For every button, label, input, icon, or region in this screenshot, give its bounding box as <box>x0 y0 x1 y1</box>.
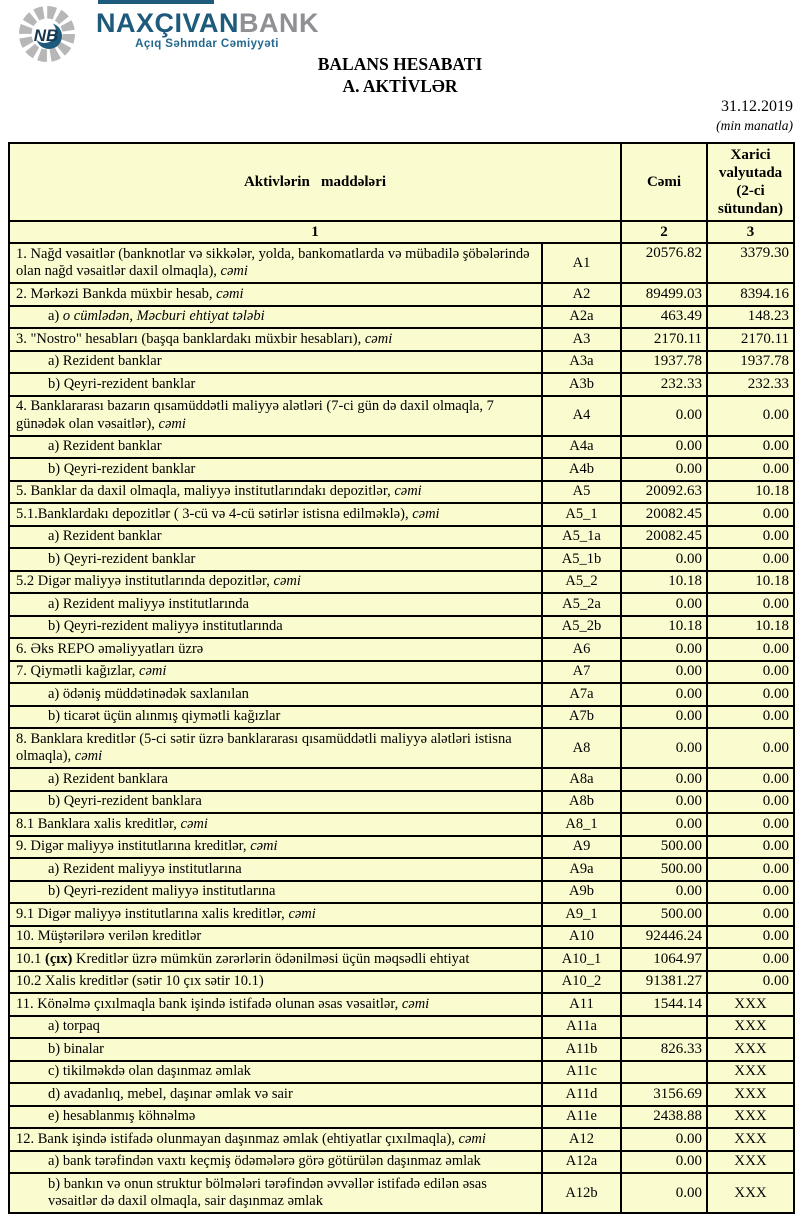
value-total: 1937.78 <box>621 351 707 374</box>
table-row <box>9 351 794 374</box>
row-label: 5.2 Digər maliyyə institutlarında depozitlər, cəmi <box>9 571 542 594</box>
value-foreign: 0.00 <box>707 903 794 926</box>
value-total <box>621 1016 707 1039</box>
value-total: 0.00 <box>621 593 707 616</box>
row-code: A9b <box>542 881 621 904</box>
row-label: b) binalar <box>9 1038 542 1061</box>
row-label: 8. Banklara kreditlər (5-ci sətir üzrə banklararası qısamüddətli maliyyə alətləri istisna olmaqla), cəmi <box>9 728 542 768</box>
table-row <box>9 1016 794 1039</box>
value-total: 0.00 <box>621 458 707 481</box>
table-row <box>9 683 794 706</box>
row-label: a) o cümlədən, Məcburi ehtiyat tələbi <box>9 306 542 329</box>
row-code: A7 <box>542 661 621 684</box>
value-total: 0.00 <box>621 436 707 459</box>
value-total: 500.00 <box>621 836 707 859</box>
row-label: b) Qeyri-rezident banklar <box>9 548 542 571</box>
row-code: A11a <box>542 1016 621 1039</box>
row-label: b) Qeyri-rezident maliyyə institutlarına <box>9 881 542 904</box>
value-total: 2438.88 <box>621 1106 707 1129</box>
value-total: 232.33 <box>621 373 707 396</box>
value-total: 2170.11 <box>621 328 707 351</box>
value-total: 0.00 <box>621 768 707 791</box>
row-code: A4b <box>542 458 621 481</box>
value-total: 0.00 <box>621 1128 707 1151</box>
row-code: A8_1 <box>542 813 621 836</box>
value-foreign: 0.00 <box>707 503 794 526</box>
row-code: A4 <box>542 396 621 436</box>
value-foreign: 0.00 <box>707 813 794 836</box>
table-row <box>9 593 794 616</box>
row-label: b) ticarət üçün alınmış qiymətli kağızlar <box>9 706 542 729</box>
row-code: A10_2 <box>542 971 621 994</box>
value-total: 91381.27 <box>621 971 707 994</box>
value-foreign: 0.00 <box>707 881 794 904</box>
value-total: 10.18 <box>621 616 707 639</box>
value-total: 0.00 <box>621 1151 707 1174</box>
row-label: d) avadanlıq, mebel, daşınar əmlak və sair <box>9 1083 542 1106</box>
row-code: A8 <box>542 728 621 768</box>
row-code: A5_1 <box>542 503 621 526</box>
row-label: 10. Müştərilərə verilən kreditlər <box>9 926 542 949</box>
value-total: 20082.45 <box>621 526 707 549</box>
value-foreign: 0.00 <box>707 971 794 994</box>
row-label: a) Rezident banklar <box>9 351 542 374</box>
row-label: b) Qeyri-rezident maliyyə institutlarında <box>9 616 542 639</box>
row-code: A5_1b <box>542 548 621 571</box>
table-row <box>9 526 794 549</box>
table-row <box>9 616 794 639</box>
table-row <box>9 728 794 768</box>
row-label: 12. Bank işində istifadə olunmayan daşınmaz əmlak (ehtiyatlar çıxılmaqla), cəmi <box>9 1128 542 1151</box>
table-row <box>9 791 794 814</box>
row-code: A5_2b <box>542 616 621 639</box>
report-title-block <box>0 53 800 97</box>
row-label: 4. Banklararası bazarın qısamüddətli maliyyə alətləri (7-ci gün də daxil olmaqla, 7 günədək olan vəsaitlər), cəmi <box>9 396 542 436</box>
row-code: A6 <box>542 638 621 661</box>
row-code: A11e <box>542 1106 621 1129</box>
table-row <box>9 638 794 661</box>
row-code: A3a <box>542 351 621 374</box>
table-row <box>9 306 794 329</box>
brand-name-secondary: BANK <box>239 8 320 38</box>
value-total: 0.00 <box>621 728 707 768</box>
row-label: a) Rezident banklar <box>9 526 542 549</box>
value-foreign: XXX <box>707 1061 794 1084</box>
row-code: A11c <box>542 1061 621 1084</box>
value-foreign: 0.00 <box>707 836 794 859</box>
value-foreign: 232.33 <box>707 373 794 396</box>
value-foreign: 0.00 <box>707 791 794 814</box>
row-code: A12a <box>542 1151 621 1174</box>
table-row <box>9 1061 794 1084</box>
row-code: A5 <box>542 481 621 504</box>
value-foreign: 0.00 <box>707 593 794 616</box>
brand-wordmark <box>96 10 319 37</box>
row-code: A9 <box>542 836 621 859</box>
value-total: 20092.63 <box>621 481 707 504</box>
value-foreign: XXX <box>707 993 794 1016</box>
value-foreign: 0.00 <box>707 548 794 571</box>
row-code: A9_1 <box>542 903 621 926</box>
value-foreign: 0.00 <box>707 858 794 881</box>
value-total: 3156.69 <box>621 1083 707 1106</box>
row-label: e) hesablanmış köhnəlmə <box>9 1106 542 1129</box>
row-label: a) Rezident maliyyə institutlarına <box>9 858 542 881</box>
value-foreign: 0.00 <box>707 638 794 661</box>
table-row <box>9 881 794 904</box>
row-code: A2 <box>542 283 621 306</box>
table-row <box>9 813 794 836</box>
value-foreign: 1937.78 <box>707 351 794 374</box>
brand-name-primary: NAXÇIVAN <box>96 8 240 38</box>
row-code: A10 <box>542 926 621 949</box>
row-code: A7a <box>542 683 621 706</box>
value-foreign: 10.18 <box>707 616 794 639</box>
row-code: A12b <box>542 1173 621 1213</box>
row-label: a) torpaq <box>9 1016 542 1039</box>
value-foreign: 0.00 <box>707 948 794 971</box>
row-code: A11b <box>542 1038 621 1061</box>
brand-subtitle: Açıq Səhmdar Cəmiyyəti <box>135 38 279 50</box>
value-total: 1064.97 <box>621 948 707 971</box>
table-row <box>9 481 794 504</box>
row-label: 7. Qiymətli kağızlar, cəmi <box>9 661 542 684</box>
value-total: 0.00 <box>621 638 707 661</box>
row-label: 3. "Nostro" hesabları (başqa banklardakı müxbir hesabları), cəmi <box>9 328 542 351</box>
table-row <box>9 836 794 859</box>
table-row <box>9 706 794 729</box>
row-label: a) bank tərəfindən vaxtı keçmiş ödəmələrə görə götürülən daşınmaz əmlak <box>9 1151 542 1174</box>
table-row <box>9 436 794 459</box>
row-label: 2. Mərkəzi Bankda müxbir hesab, cəmi <box>9 283 542 306</box>
row-code: A9a <box>542 858 621 881</box>
table-row <box>9 283 794 306</box>
row-label: b) bankın və onun struktur bölmələri tərəfindən əvvəllər istifadə edilən əsas vəsaitlər də daxil olmaqla, sair daşınmaz əmlak <box>9 1173 542 1213</box>
value-foreign: 0.00 <box>707 436 794 459</box>
value-total: 0.00 <box>621 661 707 684</box>
table-row <box>9 903 794 926</box>
col-header-items: Aktivlərin maddələri <box>9 143 621 221</box>
value-total: 92446.24 <box>621 926 707 949</box>
table-row <box>9 948 794 971</box>
row-code: A8a <box>542 768 621 791</box>
table-row <box>9 373 794 396</box>
row-code: A12 <box>542 1128 621 1151</box>
value-foreign: 0.00 <box>707 396 794 436</box>
row-label: b) Qeyri-rezident banklar <box>9 458 542 481</box>
table-row <box>9 396 794 436</box>
value-total: 500.00 <box>621 903 707 926</box>
table-row <box>9 503 794 526</box>
row-code: A5_2 <box>542 571 621 594</box>
table-row <box>9 328 794 351</box>
brand-accent-bar <box>98 0 214 4</box>
row-code: A5_2a <box>542 593 621 616</box>
table-row <box>9 571 794 594</box>
row-code: A11 <box>542 993 621 1016</box>
value-total: 20082.45 <box>621 503 707 526</box>
index-col-1: 1 <box>9 221 621 243</box>
row-code: A10_1 <box>542 948 621 971</box>
value-foreign: 0.00 <box>707 706 794 729</box>
row-label: a) Rezident banklar <box>9 436 542 459</box>
value-total: 0.00 <box>621 706 707 729</box>
date-block <box>716 97 793 134</box>
table-row <box>9 1083 794 1106</box>
row-label: 5. Banklar da daxil olmaqla, maliyyə institutlarındakı depozitlər, cəmi <box>9 481 542 504</box>
header-row <box>9 143 794 221</box>
value-total: 10.18 <box>621 571 707 594</box>
row-code: A7b <box>542 706 621 729</box>
balance-table-head <box>9 143 794 243</box>
value-foreign: 0.00 <box>707 728 794 768</box>
table-row <box>9 548 794 571</box>
row-label: b) Qeyri-rezident banklara <box>9 791 542 814</box>
row-code: A11d <box>542 1083 621 1106</box>
value-total: 0.00 <box>621 548 707 571</box>
row-label: 10.2 Xalis kreditlər (sətir 10 çıx sətir 10.1) <box>9 971 542 994</box>
table-row <box>9 1128 794 1151</box>
value-total: 0.00 <box>621 881 707 904</box>
table-row <box>9 768 794 791</box>
report-section-title: A. AKTİVLƏR <box>342 76 458 96</box>
value-foreign: XXX <box>707 1128 794 1151</box>
value-total: 500.00 <box>621 858 707 881</box>
table-row <box>9 458 794 481</box>
value-foreign: 0.00 <box>707 768 794 791</box>
value-foreign: XXX <box>707 1173 794 1213</box>
value-foreign: 3379.30 <box>707 243 794 283</box>
unit-note: (min manatla) <box>716 118 793 133</box>
row-code: A2a <box>542 306 621 329</box>
value-foreign: 0.00 <box>707 458 794 481</box>
table-row <box>9 993 794 1016</box>
row-label: c) tikilməkdə olan daşınmaz əmlak <box>9 1061 542 1084</box>
row-label: a) Rezident banklara <box>9 768 542 791</box>
value-foreign: XXX <box>707 1016 794 1039</box>
value-foreign: 0.00 <box>707 683 794 706</box>
row-label: 11. Könəlmə çıxılmaqla bank işində istifadə olunan əsas vəsaitlər, cəmi <box>9 993 542 1016</box>
value-total: 0.00 <box>621 683 707 706</box>
value-total <box>621 1061 707 1084</box>
col-header-foreign: Xarici valyutada (2-ci sütundan) <box>707 143 794 221</box>
row-label: a) Rezident maliyyə institutlarında <box>9 593 542 616</box>
value-total: 0.00 <box>621 1173 707 1213</box>
row-label: 9. Digər maliyyə institutlarına kreditlər, cəmi <box>9 836 542 859</box>
row-code: A3b <box>542 373 621 396</box>
report-date: 31.12.2019 <box>721 98 793 115</box>
value-foreign: XXX <box>707 1151 794 1174</box>
value-foreign: 8394.16 <box>707 283 794 306</box>
table-row <box>9 1106 794 1129</box>
row-label: a) ödəniş müddətinədək saxlanılan <box>9 683 542 706</box>
row-code: A1 <box>542 243 621 283</box>
row-label: 1. Nağd vəsaitlər (banknotlar və sikkələr, yolda, bankomatlarda və mübadilə şöbələrində olan nağd vəsaitlər daxil olmaqla), cəmi <box>9 243 542 283</box>
value-total: 0.00 <box>621 396 707 436</box>
index-col-3: 3 <box>707 221 794 243</box>
value-foreign: XXX <box>707 1038 794 1061</box>
row-label: 8.1 Banklara xalis kreditlər, cəmi <box>9 813 542 836</box>
balance-table-body <box>9 243 794 1213</box>
table-row <box>9 1038 794 1061</box>
row-label: 9.1 Digər maliyyə institutlarına xalis kreditlər, cəmi <box>9 903 542 926</box>
row-label: b) Qeyri-rezident banklar <box>9 373 542 396</box>
index-col-2: 2 <box>621 221 707 243</box>
table-row <box>9 661 794 684</box>
value-foreign: 0.00 <box>707 661 794 684</box>
table-row <box>9 971 794 994</box>
row-code: A8b <box>542 791 621 814</box>
table-row <box>9 243 794 283</box>
row-label: 6. Əks REPO əməliyyatları üzrə <box>9 638 542 661</box>
value-foreign: 0.00 <box>707 926 794 949</box>
row-code: A4a <box>542 436 621 459</box>
value-foreign: XXX <box>707 1106 794 1129</box>
balance-table <box>8 142 795 1214</box>
table-row <box>9 858 794 881</box>
value-foreign: XXX <box>707 1083 794 1106</box>
value-total: 89499.03 <box>621 283 707 306</box>
table-row <box>9 1151 794 1174</box>
value-foreign: 10.18 <box>707 481 794 504</box>
logo-monogram: NB <box>33 26 59 45</box>
table-row <box>9 926 794 949</box>
row-code: A5_1a <box>542 526 621 549</box>
value-total: 1544.14 <box>621 993 707 1016</box>
value-foreign: 148.23 <box>707 306 794 329</box>
value-total: 826.33 <box>621 1038 707 1061</box>
value-foreign: 2170.11 <box>707 328 794 351</box>
value-total: 20576.82 <box>621 243 707 283</box>
row-label: 10.1 (çıx) Kreditlər üzrə mümkün zərərlərin ödənilməsi üçün məqsədli ehtiyat <box>9 948 542 971</box>
report-title: BALANS HESABATI <box>317 54 483 74</box>
col-header-total: Cəmi <box>621 143 707 221</box>
value-foreign: 0.00 <box>707 526 794 549</box>
row-code: A3 <box>542 328 621 351</box>
value-foreign: 10.18 <box>707 571 794 594</box>
value-total: 0.00 <box>621 791 707 814</box>
index-row <box>9 221 794 243</box>
value-total: 0.00 <box>621 813 707 836</box>
row-label: 5.1.Banklardakı depozitlər ( 3-cü və 4-cü sətirlər istisna edilməklə), cəmi <box>9 503 542 526</box>
table-row <box>9 1173 794 1213</box>
value-total: 463.49 <box>621 306 707 329</box>
